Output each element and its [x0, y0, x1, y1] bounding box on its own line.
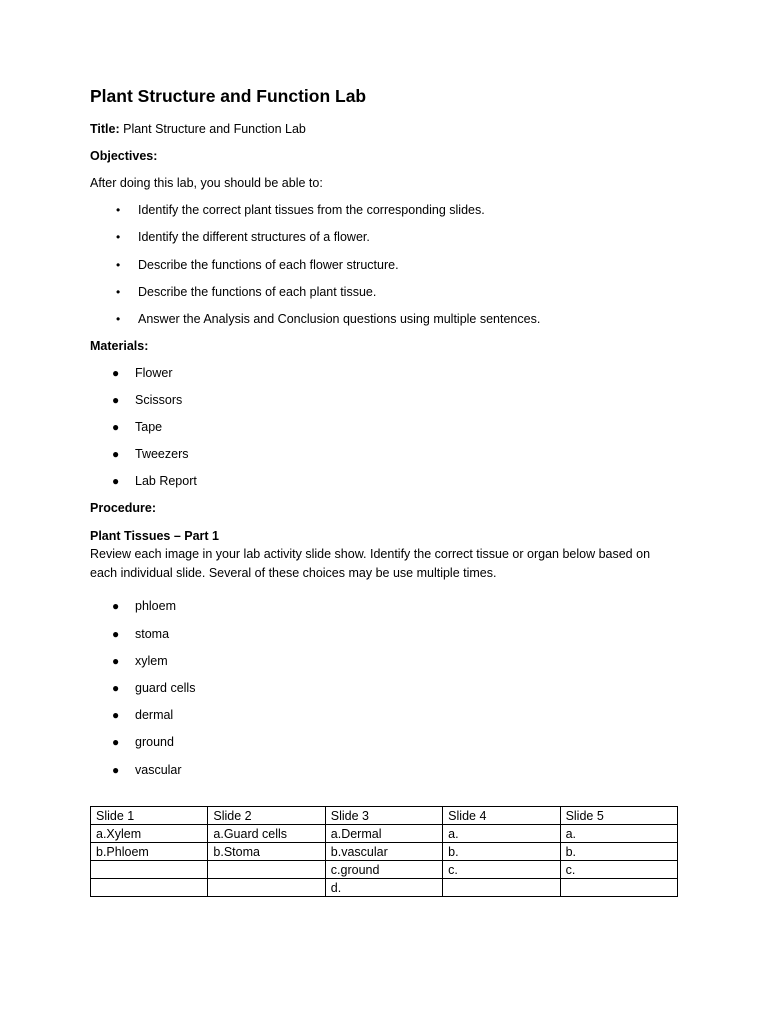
title-line — [90, 121, 306, 137]
bullet-icon: ● — [112, 366, 120, 380]
choice-text: ground — [135, 735, 174, 749]
procedure-paragraph: Review each image in your lab activity slide show. Identify the correct tissue or organ below based on each individual slide. Several of these choices may be use multiple times. — [90, 547, 651, 580]
choice-item — [112, 598, 176, 614]
bullet-icon: ● — [112, 627, 120, 641]
table-cell: a. — [443, 825, 560, 843]
table-cell: b. — [443, 843, 560, 861]
material-item — [112, 392, 183, 408]
material-text: Lab Report — [135, 474, 197, 488]
material-item — [112, 365, 173, 381]
bullet-icon: ● — [112, 708, 120, 722]
table-header-cell: Slide 1 — [91, 807, 208, 825]
table-header-cell: Slide 5 — [560, 807, 677, 825]
table-cell — [91, 861, 208, 879]
table-row — [91, 825, 678, 843]
material-item — [112, 473, 197, 489]
choice-text: stoma — [135, 627, 170, 641]
choice-text: dermal — [135, 708, 174, 722]
table-cell: b.Phloem — [91, 843, 208, 861]
table-cell: b.Stoma — [208, 843, 325, 861]
table-row — [91, 861, 678, 879]
objective-item — [116, 257, 399, 273]
objectives-intro: After doing this lab, you should be able to: — [90, 176, 323, 190]
page-heading: Plant Structure and Function Lab — [90, 86, 367, 106]
table-cell: c.ground — [325, 861, 442, 879]
table-cell — [208, 861, 325, 879]
material-item — [112, 446, 189, 462]
objective-text: Identify the correct plant tissues from the corresponding slides. — [138, 203, 485, 217]
table-header-row — [91, 807, 678, 825]
table-cell — [208, 879, 325, 897]
table-row — [91, 879, 678, 897]
objective-text: Describe the functions of each plant tissue. — [138, 285, 377, 299]
material-text: Tape — [135, 420, 163, 434]
table-cell: a.Guard cells — [208, 825, 325, 843]
choice-item — [112, 626, 170, 642]
choice-text: xylem — [135, 654, 168, 668]
bullet-icon: • — [116, 230, 121, 244]
objective-text: Identify the different structures of a flower. — [138, 230, 370, 244]
material-text: Scissors — [135, 393, 183, 407]
bullet-icon: ● — [112, 393, 120, 407]
objective-item — [116, 311, 541, 327]
material-text: Flower — [135, 366, 173, 380]
material-text: Tweezers — [135, 447, 189, 461]
objective-item — [116, 284, 377, 300]
table-row — [91, 843, 678, 861]
objective-text: Answer the Analysis and Conclusion questions using multiple sentences. — [138, 312, 541, 326]
choice-text: vascular — [135, 763, 182, 777]
bullet-icon: ● — [112, 681, 120, 695]
objectives-label: Objectives: — [90, 149, 158, 163]
bullet-icon: • — [116, 258, 121, 272]
objective-item — [116, 229, 370, 245]
bullet-icon: ● — [112, 420, 120, 434]
materials-label: Materials: — [90, 339, 149, 353]
table-cell: a.Dermal — [325, 825, 442, 843]
bullet-icon: • — [116, 285, 121, 299]
bullet-icon: ● — [112, 735, 120, 749]
bullet-icon: ● — [112, 447, 120, 461]
table-cell: b. — [560, 843, 677, 861]
choice-item — [112, 653, 168, 669]
bullet-icon: ● — [112, 654, 120, 668]
table-cell: c. — [560, 861, 677, 879]
choice-item — [112, 707, 174, 723]
table-header-cell: Slide 2 — [208, 807, 325, 825]
choice-item — [112, 680, 196, 696]
bullet-icon: • — [116, 312, 121, 326]
bullet-icon: ● — [112, 599, 120, 613]
choice-item — [112, 762, 182, 778]
objective-text: Describe the functions of each flower structure. — [138, 258, 399, 272]
choice-text: phloem — [135, 599, 176, 613]
table-cell — [560, 879, 677, 897]
bullet-icon: ● — [112, 763, 120, 777]
material-item — [112, 419, 163, 435]
title-label: Title: — [90, 122, 120, 136]
bullet-icon: ● — [112, 474, 120, 488]
table-cell — [91, 879, 208, 897]
table-cell: d. — [325, 879, 442, 897]
table-cell: b.vascular — [325, 843, 442, 861]
title-value: Plant Structure and Function Lab — [119, 122, 306, 136]
table-cell — [443, 879, 560, 897]
slides-table — [90, 806, 678, 897]
table-header-cell: Slide 4 — [443, 807, 560, 825]
part-title: Plant Tissues – Part 1 — [90, 529, 219, 543]
objective-item — [116, 202, 485, 218]
table-cell: a.Xylem — [91, 825, 208, 843]
choice-item — [112, 734, 174, 750]
table-cell: c. — [443, 861, 560, 879]
procedure-label: Procedure: — [90, 501, 156, 515]
bullet-icon: • — [116, 203, 121, 217]
table-cell: a. — [560, 825, 677, 843]
table-header-cell: Slide 3 — [325, 807, 442, 825]
choice-text: guard cells — [135, 681, 196, 695]
